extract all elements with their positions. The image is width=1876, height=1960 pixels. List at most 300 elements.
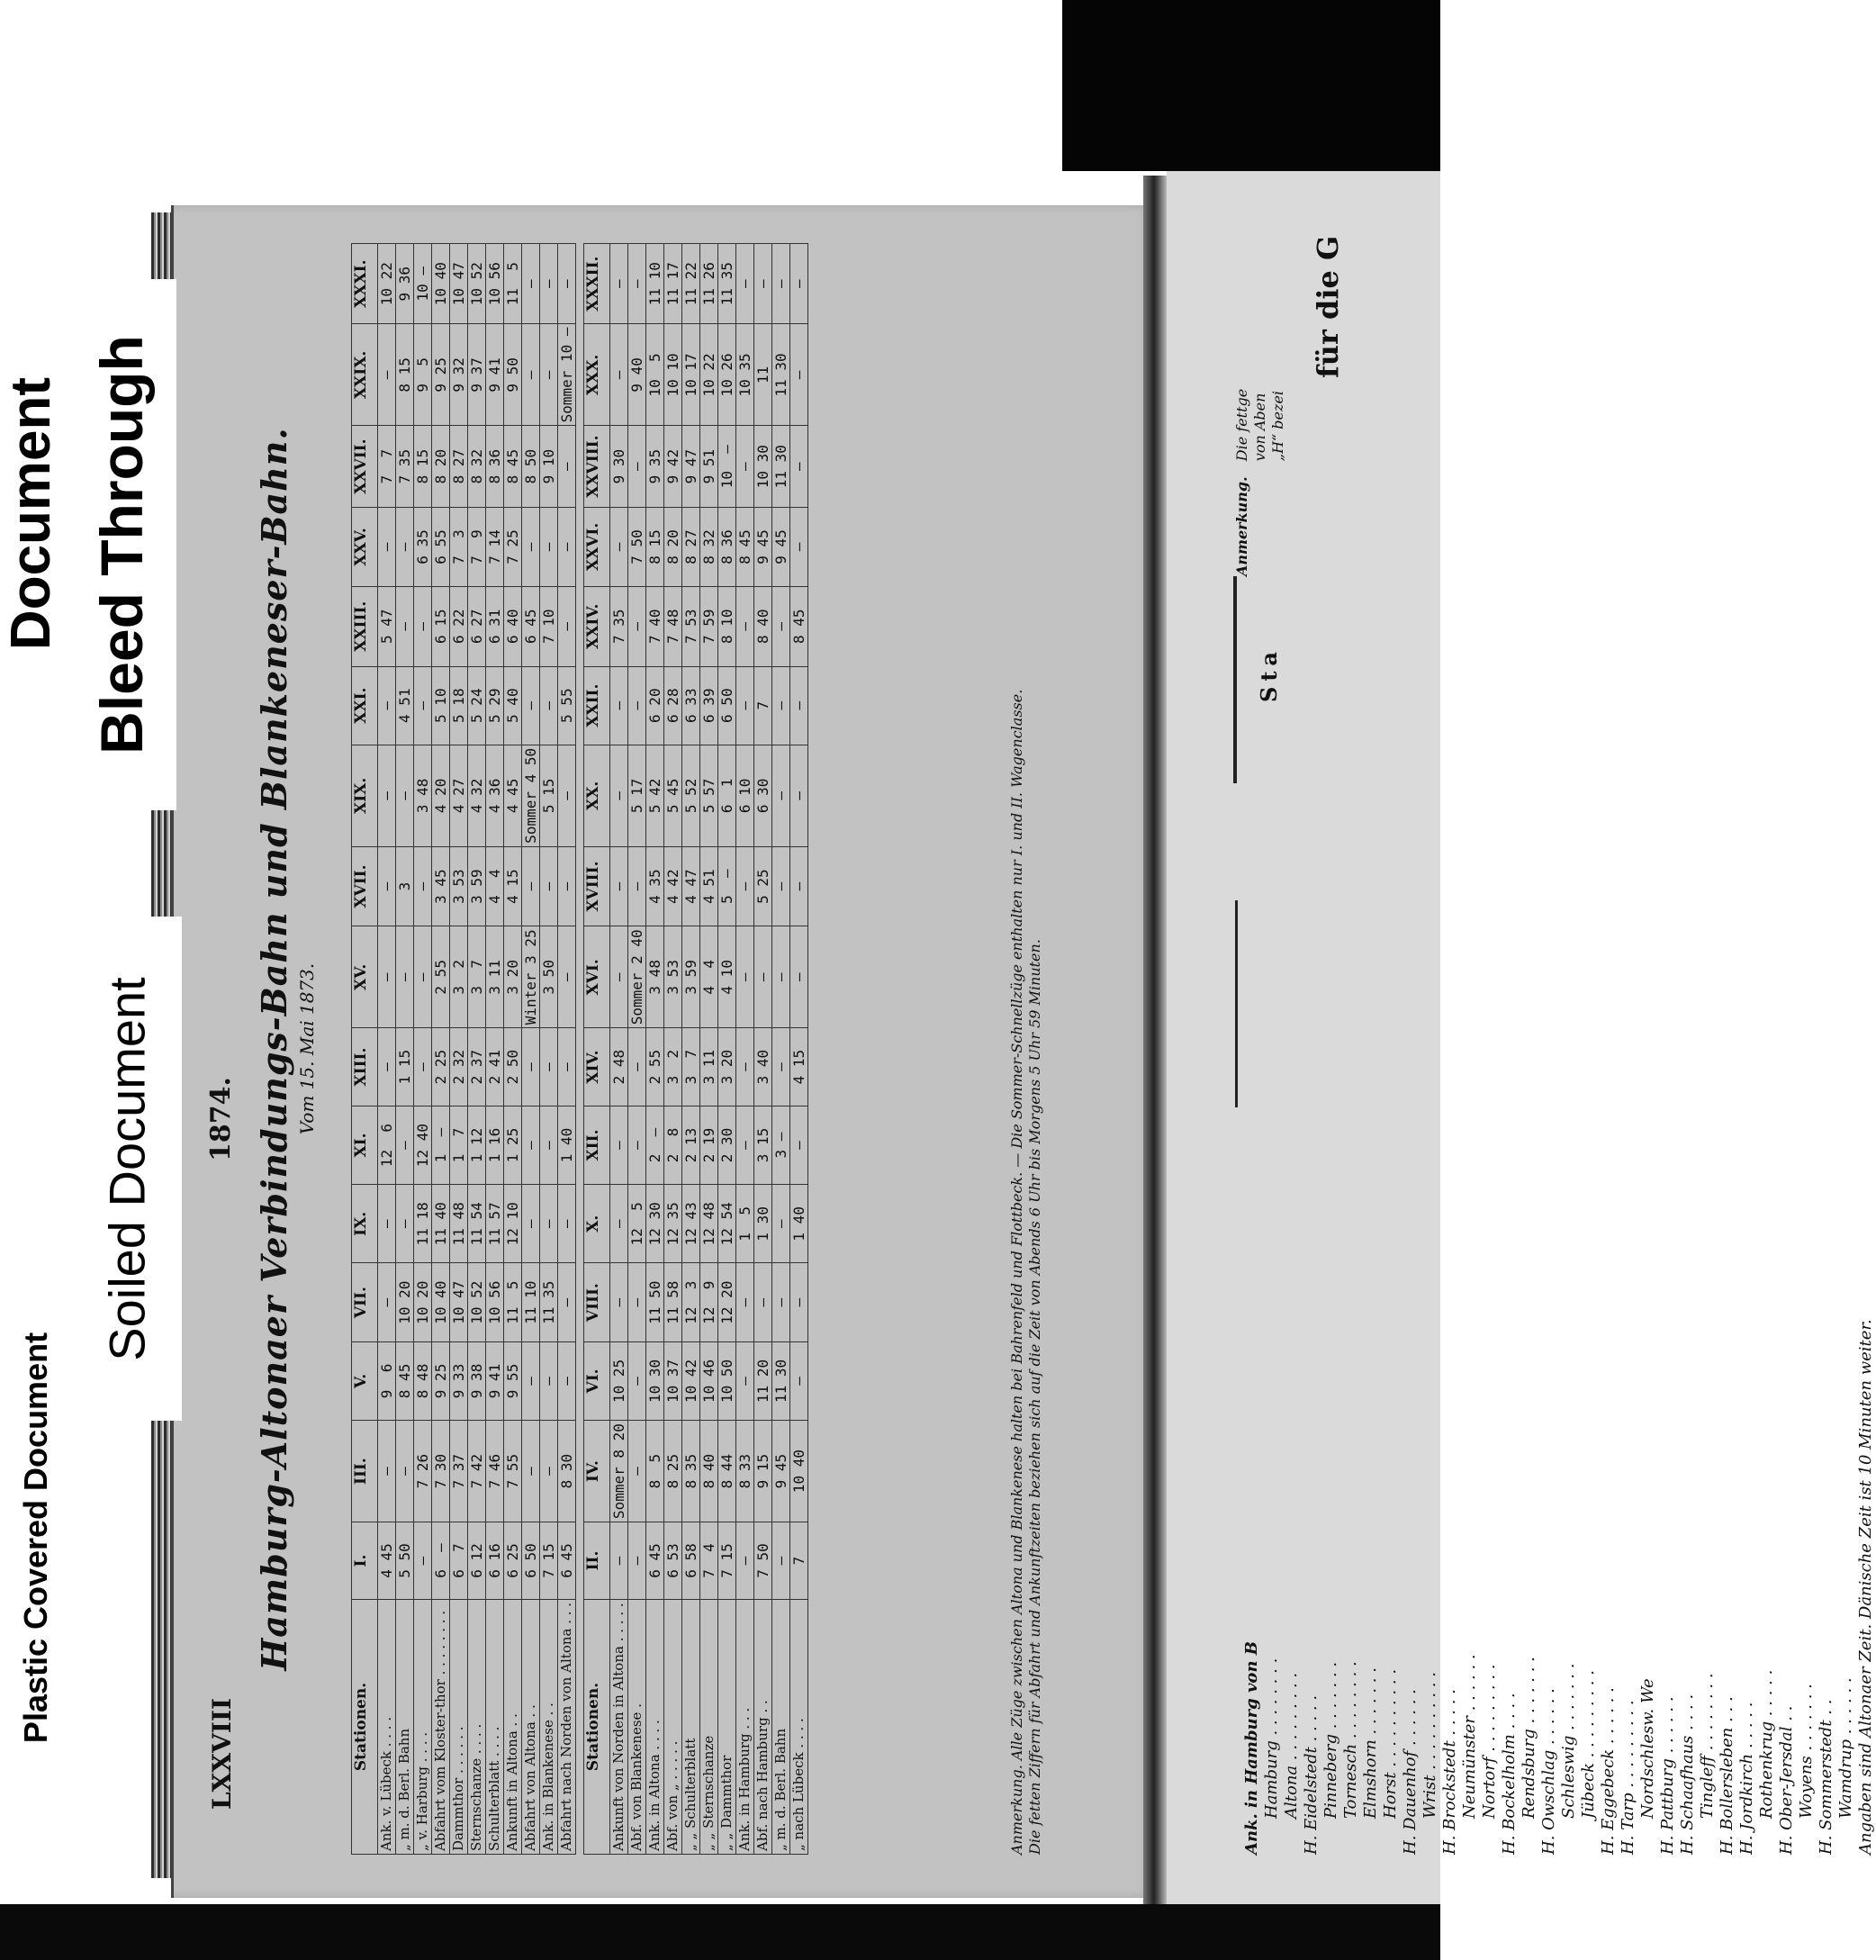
station-name: Ankunft von Norden in Altona . . . . .: [610, 1599, 628, 1854]
time-cell: —: [772, 745, 790, 846]
right-note-lines: [1233, 389, 1287, 461]
time-cell: 3 40: [754, 1028, 772, 1106]
time-cell: —: [772, 1028, 790, 1106]
station-name: „ „ Sternschanze: [700, 1599, 718, 1854]
right-station-item: Rothenkrug . . . . .: [1757, 1669, 1776, 1819]
station-name: Sternschanze . . . .: [468, 1599, 486, 1854]
time-cell: —: [628, 587, 646, 667]
time-cell: 8 30: [558, 1421, 576, 1522]
right-note-line: von Aben: [1251, 393, 1268, 462]
time-cell: 11 35: [718, 244, 736, 324]
time-cell: 3 7: [468, 926, 486, 1028]
time-cell: 11 30: [772, 324, 790, 426]
right-station-item: Pinneberg . . . . . . .: [1321, 1661, 1340, 1819]
footnote-line-2: Die fetten Ziffern für Abfahrt und Ankunftzeiten beziehen sich auf die Zeit von Abends 6 Uhr bis Morgens 5 Uhr 59 Minuten.: [1026, 939, 1043, 1855]
time-cell: —: [522, 1341, 540, 1420]
station-name: Abf. nach Hamburg . .: [754, 1599, 772, 1854]
time-cell: 4 42: [664, 846, 682, 926]
right-station-item: Wrist . . . . . . . . . .: [1421, 1672, 1439, 1819]
time-cell: 5 —: [718, 846, 736, 926]
right-station-item: Schleswig . . . . . . .: [1559, 1663, 1578, 1819]
time-cell: 5 57: [700, 745, 718, 846]
time-cell: —: [414, 587, 432, 667]
time-cell: 9 32: [450, 324, 468, 426]
time-cell: 7: [790, 1522, 808, 1600]
table-row: [664, 244, 682, 1855]
time-cell: 4 51: [700, 846, 718, 926]
time-cell: 5 55: [558, 666, 576, 745]
train-number-header: XXXI.: [352, 244, 378, 324]
time-cell: 2 13: [682, 1106, 700, 1184]
time-cell: —: [754, 244, 772, 324]
time-cell: 11 10: [522, 1263, 540, 1341]
time-cell: 11 18: [414, 1185, 432, 1263]
time-cell: 5 15: [540, 745, 558, 846]
station-name: „ m. d. Berl. Bahn: [396, 1599, 414, 1854]
table-row: [504, 244, 522, 1855]
time-cell: —: [396, 745, 414, 846]
time-cell: 4 15: [504, 846, 522, 926]
table2-header-row: [584, 244, 610, 1855]
time-cell: 3 15: [754, 1106, 772, 1184]
time-cell: 11 30: [772, 1341, 790, 1420]
time-cell: 6 45: [522, 587, 540, 667]
time-cell: 3 20: [718, 1028, 736, 1106]
time-cell: 12 54: [718, 1185, 736, 1263]
time-cell: —: [628, 1421, 646, 1522]
time-cell: 10 40: [790, 1421, 808, 1522]
time-cell: 8 20: [664, 507, 682, 586]
time-cell: —: [558, 507, 576, 586]
timetable: [351, 243, 808, 1855]
time-cell: 2 55: [432, 926, 450, 1028]
time-cell: 11 22: [682, 244, 700, 324]
section-divider-cell: [576, 244, 584, 1855]
time-cell: 10 56: [486, 244, 504, 324]
train-number-header: XX.: [584, 745, 610, 846]
right-station-item: Tornesch . . . . . . . .: [1341, 1661, 1360, 1819]
time-cell: —: [790, 745, 808, 846]
page-title: Hamburg-Altonaer Verbindungs-Bahn und Blankeneser-Bahn.: [254, 427, 294, 1671]
time-cell: —: [378, 926, 396, 1028]
time-cell: 4 10: [718, 926, 736, 1028]
time-cell: 5 50: [396, 1522, 414, 1600]
train-number-header: XXIII.: [352, 587, 378, 667]
time-cell: —: [540, 507, 558, 586]
time-cell: 4 36: [486, 745, 504, 846]
right-station-item: H. Schaafhaus . . . .: [1678, 1694, 1697, 1855]
table-row: [468, 244, 486, 1855]
time-cell: —: [522, 666, 540, 745]
time-cell: 12 43: [682, 1185, 700, 1263]
right-station-item: H. Dauenhof . . . . . .: [1401, 1689, 1420, 1855]
page-year: 1874.: [205, 1077, 237, 1161]
time-cell: 5 47: [378, 587, 396, 667]
time-cell: —: [790, 926, 808, 1028]
time-cell: 7 3: [450, 507, 468, 586]
time-cell: —: [628, 1106, 646, 1184]
time-cell: 9 25: [432, 1341, 450, 1420]
plastic-covered-tag: Plastic Covered Document: [0, 1250, 72, 1826]
time-cell: —: [396, 587, 414, 667]
time-cell: 11 10: [646, 244, 664, 324]
time-cell: 9 45: [772, 507, 790, 586]
train-number-header: VIII.: [584, 1263, 610, 1341]
time-cell: —: [790, 324, 808, 426]
time-cell: 3 48: [646, 926, 664, 1028]
time-cell: 7 37: [450, 1421, 468, 1522]
time-cell: —: [396, 1185, 414, 1263]
table-row: [396, 244, 414, 1855]
right-station-item: Horst . . . . . . . . . .: [1381, 1668, 1400, 1819]
time-cell: 12 9: [700, 1263, 718, 1341]
time-cell: 12 3: [682, 1263, 700, 1341]
time-cell: 8 35: [682, 1421, 700, 1522]
train-number-header: XXXII.: [584, 244, 610, 324]
time-cell: 10 50: [718, 1341, 736, 1420]
time-cell: —: [378, 507, 396, 586]
train-number-header: XV.: [352, 926, 378, 1028]
time-cell: 8 36: [486, 426, 504, 508]
time-cell: 7 50: [628, 507, 646, 586]
time-cell: 7 48: [664, 587, 682, 667]
time-cell: 8 32: [700, 507, 718, 586]
station-name: Ankunft in Altona . .: [504, 1599, 522, 1854]
station-name: Ank. in Hamburg . . .: [736, 1599, 754, 1854]
time-cell: 9 38: [468, 1341, 486, 1420]
time-cell: 6 —: [432, 1522, 450, 1600]
time-cell: —: [522, 1421, 540, 1522]
page-number: LXXVIII: [207, 1697, 237, 1810]
time-cell: —: [736, 1106, 754, 1184]
table-row: [450, 244, 468, 1855]
time-cell: —: [736, 1341, 754, 1420]
time-cell: —: [540, 1028, 558, 1106]
time-cell: —: [558, 587, 576, 667]
train-number-header: XIII.: [352, 1028, 378, 1106]
time-cell: 11 50: [646, 1263, 664, 1341]
time-cell: 7 55: [504, 1421, 522, 1522]
right-station-item: H. Brockstedt . . . . .: [1440, 1689, 1459, 1855]
table-row: [628, 244, 646, 1855]
time-cell: 8 44: [718, 1421, 736, 1522]
time-cell: 10 22: [700, 324, 718, 426]
time-cell: —: [522, 507, 540, 586]
time-cell: 3 —: [772, 1106, 790, 1184]
time-cell: —: [396, 507, 414, 586]
time-cell: 10 30: [646, 1341, 664, 1420]
time-cell: —: [540, 846, 558, 926]
time-cell: 6 10: [736, 745, 754, 846]
right-station-item: Rendsburg . . . . . . .: [1520, 1657, 1538, 1819]
time-cell: —: [558, 244, 576, 324]
page-header: [198, 234, 252, 1864]
time-cell: 12 40: [414, 1106, 432, 1184]
right-station-item: Neumünster . . . . . .: [1460, 1654, 1479, 1819]
table-row: [610, 244, 628, 1855]
time-cell: 8 15: [396, 324, 414, 426]
train-number-header: XVI.: [584, 926, 610, 1028]
time-cell: —: [790, 507, 808, 586]
time-cell: —: [540, 1185, 558, 1263]
time-cell: 10 52: [468, 244, 486, 324]
right-station-item: H. Pattburg . . . . . .: [1658, 1696, 1677, 1855]
train-number-header: XXVI.: [584, 507, 610, 586]
footnotes: [1008, 243, 1044, 1855]
time-cell: 1 —: [432, 1106, 450, 1184]
time-cell: 3: [396, 846, 414, 926]
time-cell: —: [378, 1185, 396, 1263]
time-cell: 1 25: [504, 1106, 522, 1184]
time-cell: 10 22: [378, 244, 396, 324]
right-station-list: [1242, 756, 1876, 1855]
time-cell: 1 40: [558, 1106, 576, 1184]
time-cell: 10 17: [682, 324, 700, 426]
time-cell: 9 45: [754, 507, 772, 586]
time-cell: —: [610, 1106, 628, 1184]
time-cell: 12 10: [504, 1185, 522, 1263]
train-number-header: XXV.: [352, 507, 378, 586]
time-cell: —: [790, 1263, 808, 1341]
time-cell: 7 25: [504, 507, 522, 586]
time-cell: 8 36: [718, 507, 736, 586]
right-station-item: Woyens . . . . . . .: [1797, 1684, 1816, 1819]
time-cell: —: [772, 244, 790, 324]
table-row: [754, 244, 772, 1855]
station-name: Ank. in Blankenese . .: [540, 1599, 558, 1854]
time-cell: —: [754, 1263, 772, 1341]
time-cell: 9 41: [486, 324, 504, 426]
time-cell: 3 45: [432, 846, 450, 926]
time-cell: 7 7: [378, 426, 396, 508]
time-cell: 4 47: [682, 846, 700, 926]
time-cell: 8 25: [664, 1421, 682, 1522]
time-cell: 6 1: [718, 745, 736, 846]
train-number-header: XXI.: [352, 666, 378, 745]
time-cell: —: [558, 745, 576, 846]
time-cell: 6 39: [700, 666, 718, 745]
time-cell: 2 32: [450, 1028, 468, 1106]
time-cell: 6 7: [450, 1522, 468, 1600]
time-cell: 3 7: [682, 1028, 700, 1106]
time-cell: 4 20: [432, 745, 450, 846]
right-rule-1: [1233, 576, 1237, 783]
time-cell: —: [772, 587, 790, 667]
time-cell: 5 52: [682, 745, 700, 846]
station-name: „ v. Harburg . . . .: [414, 1599, 432, 1854]
time-cell: 9 41: [486, 1341, 504, 1420]
time-cell: 9 30: [610, 426, 628, 508]
time-cell: 5 42: [646, 745, 664, 846]
station-name: „ „ Schulterblatt: [682, 1599, 700, 1854]
right-station-item: H. Bockelholm . . . .: [1500, 1693, 1519, 1855]
time-cell: —: [610, 926, 628, 1028]
right-note-line: „H“ bezei: [1269, 390, 1286, 462]
time-cell: —: [522, 1106, 540, 1184]
time-cell: 6 50: [522, 1522, 540, 1600]
right-station-item: H. Owschlag . . . . . .: [1539, 1688, 1558, 1855]
station-name: Abfahrt vom Kloster-thor . . . . . . . .: [432, 1599, 450, 1854]
time-cell: 7 53: [682, 587, 700, 667]
train-number-header: IV.: [584, 1421, 610, 1522]
time-cell: 4 35: [646, 846, 664, 926]
time-cell: —: [736, 666, 754, 745]
soiled-document-tag: Soiled Document: [72, 917, 182, 1421]
table-row: [700, 244, 718, 1855]
table-row: [486, 244, 504, 1855]
time-cell: —: [628, 1341, 646, 1420]
table-row: [682, 244, 700, 1855]
time-cell: 1 30: [754, 1185, 772, 1263]
time-cell: —: [610, 846, 628, 926]
station-name: Abf. von „ . . . . .: [664, 1599, 682, 1854]
time-cell: 6 58: [682, 1522, 700, 1600]
time-cell: —: [610, 745, 628, 846]
time-cell: 12 35: [664, 1185, 682, 1263]
title-block: [254, 234, 342, 1864]
time-cell: 8 10: [718, 587, 736, 667]
time-cell: 8 45: [396, 1341, 414, 1420]
station-name: Ank. v. Lübeck . . . .: [378, 1599, 396, 1854]
time-cell: —: [396, 1106, 414, 1184]
time-cell: 3 59: [682, 926, 700, 1028]
time-cell: 4 4: [700, 926, 718, 1028]
time-cell: —: [396, 1421, 414, 1522]
dark-corner-background: [1062, 0, 1440, 171]
table1-header-row: [352, 244, 378, 1855]
time-cell: 7 10: [540, 587, 558, 667]
stations-header: Stationen.: [352, 1599, 378, 1854]
time-cell: 5 40: [504, 666, 522, 745]
time-cell: 7 4: [700, 1522, 718, 1600]
time-cell: 6 50: [718, 666, 736, 745]
time-cell: 10 35: [736, 324, 754, 426]
right-station-item: Elmshorn . . . . . . .: [1361, 1667, 1380, 1819]
table-row: [522, 244, 540, 1855]
time-cell: 11 40: [432, 1185, 450, 1263]
time-cell: —: [610, 244, 628, 324]
time-cell: 2 25: [432, 1028, 450, 1106]
right-station-item: H. Eidelstedt . . . . .: [1302, 1694, 1321, 1855]
time-cell: 9 10: [540, 426, 558, 508]
time-cell: 5 17: [628, 745, 646, 846]
train-number-header: VII.: [352, 1263, 378, 1341]
time-cell: 7 26: [414, 1421, 432, 1522]
time-cell: 6 35: [414, 507, 432, 586]
train-number-header: XIV.: [584, 1028, 610, 1106]
time-cell: 7: [754, 666, 772, 745]
time-cell: —: [772, 1522, 790, 1600]
time-cell: 9 37: [468, 324, 486, 426]
time-cell: 4 32: [468, 745, 486, 846]
time-cell: 8 20: [432, 426, 450, 508]
document-tag: Document: [0, 302, 63, 725]
time-cell: 6 16: [486, 1522, 504, 1600]
time-cell: —: [558, 1185, 576, 1263]
time-cell: —: [628, 426, 646, 508]
time-cell: —: [522, 244, 540, 324]
time-cell: —: [540, 244, 558, 324]
train-number-header: X.: [584, 1185, 610, 1263]
train-number-header: XXIV.: [584, 587, 610, 667]
time-cell: 8 33: [736, 1421, 754, 1522]
time-cell: 10 42: [682, 1341, 700, 1420]
time-cell: 11 35: [540, 1263, 558, 1341]
time-cell: —: [540, 1421, 558, 1522]
time-cell: —: [790, 426, 808, 508]
time-cell: —: [414, 666, 432, 745]
time-cell: 3 2: [450, 926, 468, 1028]
time-cell: 11 54: [468, 1185, 486, 1263]
time-cell: 10 47: [450, 244, 468, 324]
time-cell: —: [610, 666, 628, 745]
time-cell: 7 50: [754, 1522, 772, 1600]
time-cell: —: [558, 1028, 576, 1106]
time-cell: —: [736, 1522, 754, 1600]
time-cell: —: [540, 1106, 558, 1184]
train-number-header: IX.: [352, 1185, 378, 1263]
station-name: Abfahrt nach Norden von Altona . . .: [558, 1599, 576, 1854]
time-cell: 6 15: [432, 587, 450, 667]
time-cell: —: [772, 1185, 790, 1263]
time-cell: 10 20: [414, 1263, 432, 1341]
time-cell: —: [790, 846, 808, 926]
time-cell: 6 45: [646, 1522, 664, 1600]
time-cell: 9 25: [432, 324, 450, 426]
train-number-header: XXX.: [584, 324, 610, 426]
train-number-header: XXIX.: [352, 324, 378, 426]
time-cell: 1 15: [396, 1028, 414, 1106]
time-cell: 6 45: [558, 1522, 576, 1600]
time-cell: Sommer 4 50: [522, 745, 540, 846]
time-cell: 8 45: [790, 587, 808, 667]
time-cell: 8 45: [504, 426, 522, 508]
time-cell: 10 —: [414, 244, 432, 324]
time-cell: 7 14: [486, 507, 504, 586]
time-cell: 1 7: [450, 1106, 468, 1184]
right-station-item: Altona . . . . . . . . .: [1282, 1672, 1301, 1819]
train-number-header: II.: [584, 1522, 610, 1600]
time-cell: 7 46: [486, 1421, 504, 1522]
time-cell: 8 27: [682, 507, 700, 586]
time-cell: —: [610, 324, 628, 426]
time-cell: —: [736, 1263, 754, 1341]
time-cell: 2 41: [486, 1028, 504, 1106]
right-station-item: H. Sommerstedt . .: [1817, 1699, 1835, 1855]
time-cell: 6 25: [504, 1522, 522, 1600]
right-station-item: Tingleff . . . . . . . .: [1698, 1673, 1717, 1819]
time-cell: 8 5: [646, 1421, 664, 1522]
time-cell: —: [378, 846, 396, 926]
time-cell: —: [610, 1185, 628, 1263]
time-cell: —: [540, 324, 558, 426]
time-cell: —: [736, 426, 754, 508]
time-cell: 10 40: [432, 1263, 450, 1341]
time-cell: 12 5: [628, 1185, 646, 1263]
time-cell: 10 47: [450, 1263, 468, 1341]
table-row: [378, 244, 396, 1855]
time-cell: 9 51: [700, 426, 718, 508]
time-cell: 7 40: [646, 587, 664, 667]
right-station-item: Angaben sind Altonaer Zeit. Dänische Zeit ist 10 Minuten weiter.: [1856, 1319, 1875, 1855]
time-cell: 7 9: [468, 507, 486, 586]
time-cell: 6 53: [664, 1522, 682, 1600]
time-cell: 9 6: [378, 1341, 396, 1420]
time-cell: 4 15: [790, 1028, 808, 1106]
train-number-header: XXVIII.: [584, 426, 610, 508]
train-number-header: VI.: [584, 1341, 610, 1420]
table-row: [790, 244, 808, 1855]
